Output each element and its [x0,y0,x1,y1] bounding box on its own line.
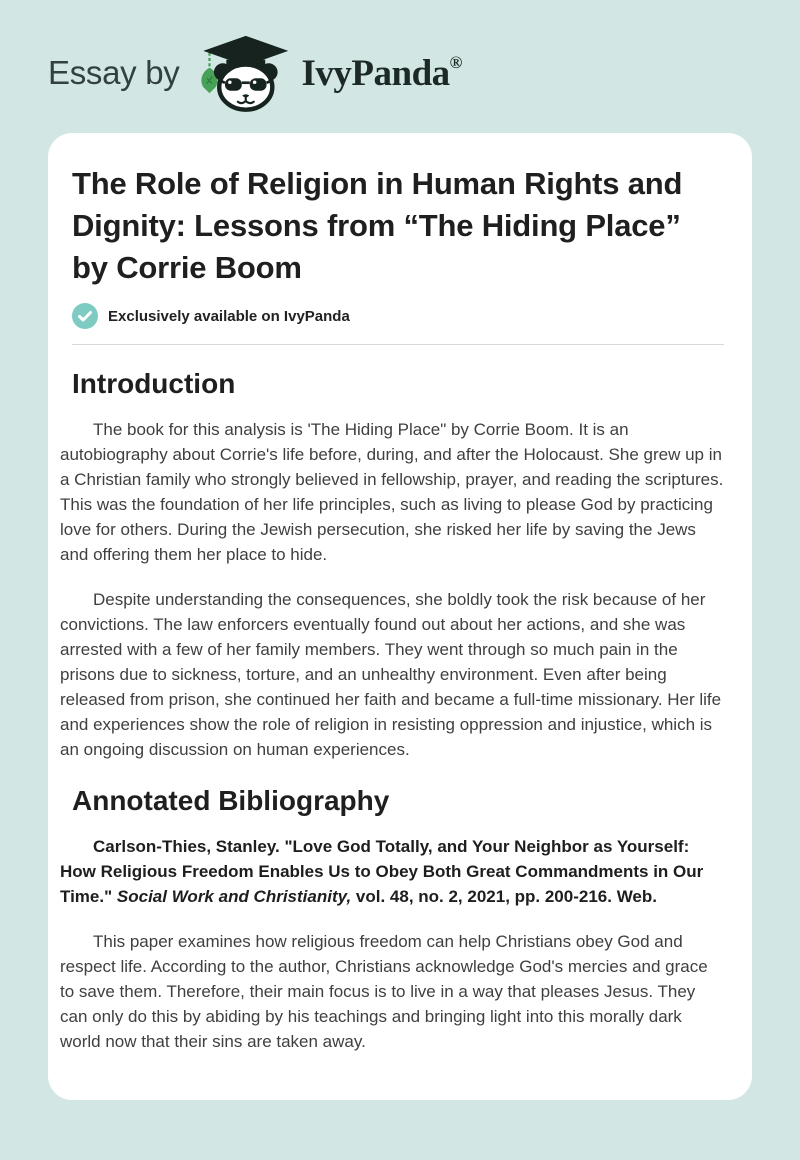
page-header [0,0,800,112]
essay-title: The Role of Religion in Human Rights and Dignity: Lessons from “The Hiding Place” by Corrie Boom [72,166,683,285]
registered-trademark: ® [449,52,462,72]
citation-lead: Carlson-Thies, Stanley. "Love God Totally, and Your Neighbor as Yourself: How Religious Freedom Enables Us to Obey Both Great Commandments in Our Time." [60,837,704,906]
badge-label: Exclusively available on IvyPanda [108,307,350,325]
citation-journal: Social Work and Christianity, [116,887,352,906]
citation-tail: vol. 48, no. 2, 2021, pp. 200-216. Web. [351,887,657,906]
brand-name [302,52,462,95]
ivypanda-panda-logo-icon [198,34,290,112]
exclusive-badge [72,303,724,329]
check-icon [72,303,98,329]
divider [72,344,724,345]
intro-paragraph-2: Despite understanding the consequences, she boldly took the risk because of her convictions. The law enforcers eventually found out about her actions, and she was arrested with a few of her family members. They went through so much pain in the prisons due to sickness, torture, and an unhealthy environment. Even after being released from prison, she continued her faith and became a full-time missionary. Her life and experiences show the role of religion in resisting oppression and injustice, which is an ongoing discussion on human experiences. [60,590,722,759]
annotation-paragraph: This paper examines how religious freedom can help Christians obey God and respect life. According to the author, Christians acknowledge God's mercies and grace to save them. Therefore, their main focus is to live in a way that pleases Jesus. They can only do this by abiding by his teachings and bringing light into this morally dark world now that their sins are taken away. [60,932,708,1051]
citation [60,834,724,909]
section-heading-bibliography: Annotated Bibliography [72,785,390,816]
brand-text: IvyPanda [301,52,450,94]
intro-paragraph-1: The book for this analysis is 'The Hiding Place" by Corrie Boom. It is an autobiography about Corrie's life before, during, and after the Holocaust. She grew up in a Christian family who strongly believed in fellowship, prayer, and reading the scriptures. This was the foundation of her life principles, such as living to please God by practicing love for others. During the Jewish persecution, she risked her life by saving the Jews and offering them her place to hide. [60,420,724,564]
essay-card [48,133,752,1100]
section-heading-introduction: Introduction [72,368,236,399]
essay-by-label: Essay by [48,54,180,91]
